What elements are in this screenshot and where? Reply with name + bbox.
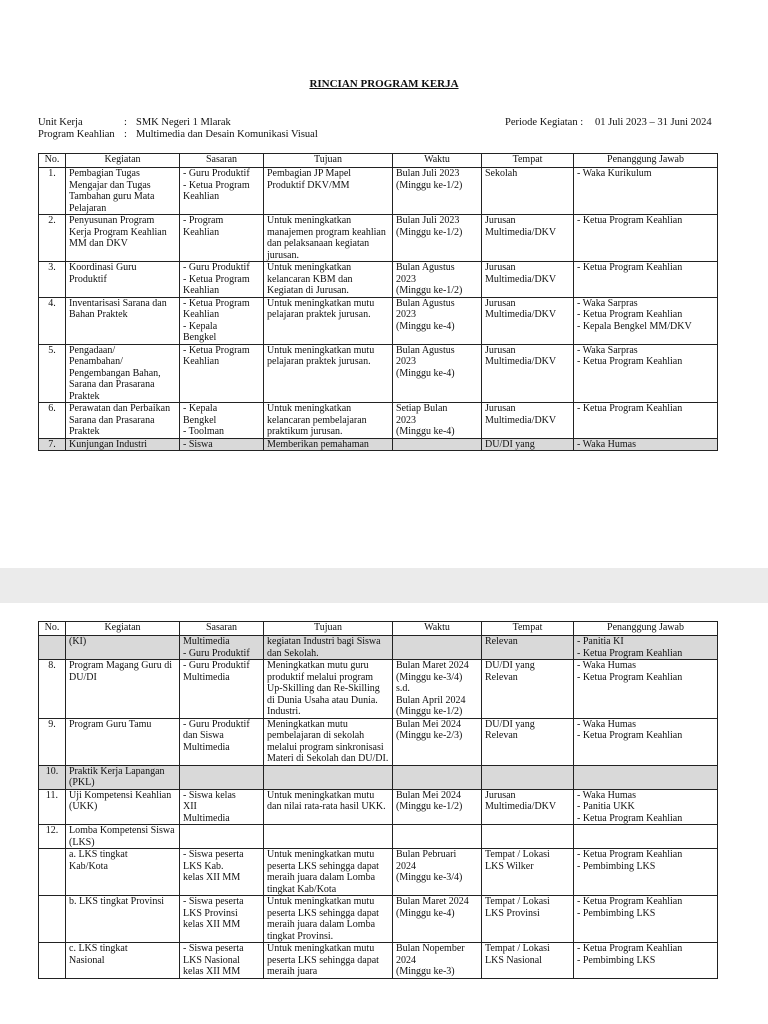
cell-no: 8. (39, 660, 66, 719)
cell-tempat (482, 825, 574, 849)
cell-tujuan: Untuk meningkatkan mutu peserta LKS sehingga dapat meraih juara dalam Lomba tingkat Kab/Kota (264, 849, 393, 896)
table-row (39, 438, 718, 451)
table-row (39, 297, 718, 344)
program-table-page-2 (38, 621, 718, 979)
cell-no: 10. (39, 765, 66, 789)
cell-tempat: Jurusan Multimedia/DKV (482, 403, 574, 439)
table-row (39, 262, 718, 298)
cell-tempat: DU/DI yang (482, 438, 574, 451)
col-kegiatan-header: Kegiatan (66, 154, 180, 168)
col-no-header: No. (39, 622, 66, 636)
cell-kegiatan: Perawatan dan Perbaikan Sarana dan Prasarana Praktek (66, 403, 180, 439)
cell-waktu (393, 438, 482, 451)
col-waktu-header: Waktu (393, 622, 482, 636)
table-header-row (39, 154, 718, 168)
cell-sasaran (180, 765, 264, 789)
cell-waktu: Setiap Bulan 2023 (Minggu ke-4) (393, 403, 482, 439)
cell-tempat: Tempat / Lokasi LKS Nasional (482, 943, 574, 979)
table-row (39, 660, 718, 719)
table-header-row (39, 622, 718, 636)
cell-tujuan (264, 765, 393, 789)
col-tujuan-header: Tujuan (264, 154, 393, 168)
cell-sasaran: - Program Keahlian (180, 215, 264, 262)
table-row (39, 825, 718, 849)
cell-waktu: Bulan Mei 2024 (Minggu ke-2/3) (393, 718, 482, 765)
col-kegiatan-header: Kegiatan (66, 622, 180, 636)
cell-kegiatan: Penyusunan Program Kerja Program Keahlian MM dan DKV (66, 215, 180, 262)
cell-tujuan: Untuk meningkatkan mutu peserta LKS sehingga dapat meraih juara (264, 943, 393, 979)
cell-tempat: Jurusan Multimedia/DKV (482, 789, 574, 825)
cell-tujuan: Untuk meningkatkan mutu dan nilai rata-rata hasil UKK. (264, 789, 393, 825)
cell-penanggung-jawab: - Ketua Program Keahlian (574, 262, 718, 298)
cell-sasaran: Multimedia - Guru Produktif (180, 636, 264, 660)
cell-tempat: Relevan (482, 636, 574, 660)
table-row (39, 403, 718, 439)
table-row (39, 789, 718, 825)
cell-sasaran: - Guru Produktif - Ketua Program Keahlian (180, 262, 264, 298)
program-keahlian-separator: : (124, 129, 127, 140)
cell-no: 12. (39, 825, 66, 849)
cell-sasaran: - Guru Produktif dan Siswa Multimedia (180, 718, 264, 765)
cell-sasaran: - Siswa (180, 438, 264, 451)
cell-kegiatan: Program Guru Tamu (66, 718, 180, 765)
cell-sasaran: - Siswa peserta LKS Nasional kelas XII MM (180, 943, 264, 979)
table-row (39, 215, 718, 262)
cell-tempat: Jurusan Multimedia/DKV (482, 262, 574, 298)
cell-penanggung-jawab: - Waka Sarpras - Ketua Program Keahlian (574, 344, 718, 403)
cell-no (39, 849, 66, 896)
cell-no: 3. (39, 262, 66, 298)
cell-penanggung-jawab: - Ketua Program Keahlian (574, 403, 718, 439)
document-page-2 (0, 603, 768, 1024)
cell-tujuan: kegiatan Industri bagi Siswa dan Sekolah. (264, 636, 393, 660)
col-sasaran-header: Sasaran (180, 154, 264, 168)
cell-tujuan: Untuk meningkatkan mutu pelajaran praktek jurusan. (264, 344, 393, 403)
cell-kegiatan: Uji Kompetensi Keahlian (UKK) (66, 789, 180, 825)
cell-sasaran: - Ketua Program Keahlian - Kepala Bengkel (180, 297, 264, 344)
cell-tempat: DU/DI yang Relevan (482, 660, 574, 719)
cell-no: 11. (39, 789, 66, 825)
cell-penanggung-jawab: - Waka Kurikulum (574, 168, 718, 215)
program-table-page-1 (38, 153, 718, 451)
cell-waktu: Bulan Agustus 2023 (Minggu ke-1/2) (393, 262, 482, 298)
cell-tempat: Jurusan Multimedia/DKV (482, 215, 574, 262)
cell-kegiatan: Inventarisasi Sarana dan Bahan Praktek (66, 297, 180, 344)
cell-tujuan: Meningkatkan mutu pembelajaran di sekolah melalui program sinkronisasi Materi di Sekolah dan DU/DI. (264, 718, 393, 765)
cell-penanggung-jawab: - Ketua Program Keahlian - Pembimbing LKS (574, 896, 718, 943)
cell-tujuan: Untuk meningkatkan manajemen program keahlian dan pelaksanaan kegiatan jurusan. (264, 215, 393, 262)
cell-waktu: Bulan Juli 2023 (Minggu ke-1/2) (393, 215, 482, 262)
cell-waktu: Bulan Mei 2024 (Minggu ke-1/2) (393, 789, 482, 825)
col-sasaran-header: Sasaran (180, 622, 264, 636)
document-title: RINCIAN PROGRAM KERJA (309, 78, 459, 90)
unit-kerja-label: Unit Kerja (38, 117, 83, 128)
cell-kegiatan: Kunjungan Industri (66, 438, 180, 451)
table-row (39, 849, 718, 896)
cell-kegiatan: Program Magang Guru di DU/DI (66, 660, 180, 719)
col-no-header: No. (39, 154, 66, 168)
cell-waktu: Bulan Agustus 2023 (Minggu ke-4) (393, 344, 482, 403)
cell-tujuan (264, 825, 393, 849)
cell-waktu: Bulan Maret 2024 (Minggu ke-4) (393, 896, 482, 943)
cell-kegiatan: b. LKS tingkat Provinsi (66, 896, 180, 943)
unit-kerja-value: SMK Negeri 1 Mlarak (136, 117, 231, 128)
table-row (39, 765, 718, 789)
col-waktu-header: Waktu (393, 154, 482, 168)
cell-kegiatan: a. LKS tingkat Kab/Kota (66, 849, 180, 896)
cell-no (39, 896, 66, 943)
cell-tujuan: Memberikan pemahaman (264, 438, 393, 451)
unit-kerja-separator: : (124, 117, 127, 128)
cell-tempat: Jurusan Multimedia/DKV (482, 344, 574, 403)
col-tempat-header: Tempat (482, 622, 574, 636)
cell-tempat (482, 765, 574, 789)
cell-sasaran: - Ketua Program Keahlian (180, 344, 264, 403)
cell-tempat: Tempat / Lokasi LKS Wilker (482, 849, 574, 896)
cell-sasaran: - Siswa peserta LKS Provinsi kelas XII MM (180, 896, 264, 943)
cell-sasaran: - Siswa kelas XII Multimedia (180, 789, 264, 825)
cell-sasaran: - Guru Produktif - Ketua Program Keahlian (180, 168, 264, 215)
cell-penanggung-jawab (574, 765, 718, 789)
cell-waktu: Bulan Juli 2023 (Minggu ke-1/2) (393, 168, 482, 215)
cell-no: 1. (39, 168, 66, 215)
cell-no (39, 636, 66, 660)
program-keahlian-value: Multimedia dan Desain Komunikasi Visual (136, 129, 318, 140)
table-row (39, 718, 718, 765)
col-tempat-header: Tempat (482, 154, 574, 168)
cell-penanggung-jawab: - Waka Sarpras - Ketua Program Keahlian - Kepala Bengkel MM/DKV (574, 297, 718, 344)
cell-tempat: Jurusan Multimedia/DKV (482, 297, 574, 344)
cell-no: 5. (39, 344, 66, 403)
cell-tujuan: Untuk meningkatkan kelancaran KBM dan Kegiatan di Jurusan. (264, 262, 393, 298)
cell-tempat: Tempat / Lokasi LKS Provinsi (482, 896, 574, 943)
col-tujuan-header: Tujuan (264, 622, 393, 636)
cell-tujuan: Meningkatkan mutu guru produktif melalui program Up-Skilling dan Re-Skilling di Dunia Usaha atau Dunia. Industri. (264, 660, 393, 719)
cell-waktu (393, 636, 482, 660)
cell-waktu (393, 825, 482, 849)
cell-no: 2. (39, 215, 66, 262)
cell-sasaran: - Kepala Bengkel - Toolman (180, 403, 264, 439)
cell-waktu: Bulan Maret 2024 (Minggu ke-3/4) s.d. Bulan April 2024 (Minggu ke-1/2) (393, 660, 482, 719)
cell-waktu (393, 765, 482, 789)
cell-sasaran: - Guru Produktif Multimedia (180, 660, 264, 719)
table-row (39, 168, 718, 215)
periode-label: Periode Kegiatan : (505, 117, 584, 128)
cell-waktu: Bulan Pebruari 2024 (Minggu ke-3/4) (393, 849, 482, 896)
cell-sasaran: - Siswa peserta LKS Kab. kelas XII MM (180, 849, 264, 896)
cell-penanggung-jawab: - Ketua Program Keahlian - Pembimbing LKS (574, 943, 718, 979)
cell-no (39, 943, 66, 979)
cell-penanggung-jawab (574, 825, 718, 849)
cell-penanggung-jawab: - Ketua Program Keahlian (574, 215, 718, 262)
cell-penanggung-jawab: - Waka Humas (574, 438, 718, 451)
cell-tempat: Sekolah (482, 168, 574, 215)
cell-tujuan: Untuk meningkatkan mutu peserta LKS sehingga dapat meraih juara dalam Lomba tingkat Provinsi. (264, 896, 393, 943)
cell-tujuan: Untuk meningkatkan kelancaran pembelajaran praktikum jurusan. (264, 403, 393, 439)
cell-penanggung-jawab: - Waka Humas - Panitia UKK - Ketua Program Keahlian (574, 789, 718, 825)
cell-tujuan: Untuk meningkatkan mutu pelajaran praktek jurusan. (264, 297, 393, 344)
table-row (39, 636, 718, 660)
cell-tujuan: Pembagian JP Mapel Produktif DKV/MM (264, 168, 393, 215)
col-pj-header: Penanggung Jawab (574, 622, 718, 636)
cell-waktu: Bulan Agustus 2023 (Minggu ke-4) (393, 297, 482, 344)
cell-kegiatan: Lomba Kompetensi Siswa (LKS) (66, 825, 180, 849)
cell-kegiatan: Praktik Kerja Lapangan (PKL) (66, 765, 180, 789)
cell-penanggung-jawab: - Waka Humas - Ketua Program Keahlian (574, 660, 718, 719)
cell-kegiatan: c. LKS tingkat Nasional (66, 943, 180, 979)
table-row (39, 344, 718, 403)
table-row (39, 943, 718, 979)
cell-penanggung-jawab: - Panitia KI - Ketua Program Keahlian (574, 636, 718, 660)
cell-kegiatan: Pembagian Tugas Mengajar dan Tugas Tambahan guru Mata Pelajaran (66, 168, 180, 215)
program-keahlian-label: Program Keahlian (38, 129, 115, 140)
cell-waktu: Bulan Nopember 2024 (Minggu ke-3) (393, 943, 482, 979)
periode-value: 01 Juli 2023 – 31 Juni 2024 (595, 117, 712, 128)
cell-no: 4. (39, 297, 66, 344)
cell-sasaran (180, 825, 264, 849)
cell-no: 9. (39, 718, 66, 765)
cell-penanggung-jawab: - Ketua Program Keahlian - Pembimbing LKS (574, 849, 718, 896)
cell-kegiatan: (KI) (66, 636, 180, 660)
cell-no: 6. (39, 403, 66, 439)
cell-kegiatan: Koordinasi Guru Produktif (66, 262, 180, 298)
cell-penanggung-jawab: - Waka Humas - Ketua Program Keahlian (574, 718, 718, 765)
col-pj-header: Penanggung Jawab (574, 154, 718, 168)
cell-no: 7. (39, 438, 66, 451)
cell-tempat: DU/DI yang Relevan (482, 718, 574, 765)
cell-kegiatan: Pengadaan/ Penambahan/ Pengembangan Bahan, Sarana dan Prasarana Praktek (66, 344, 180, 403)
table-row (39, 896, 718, 943)
